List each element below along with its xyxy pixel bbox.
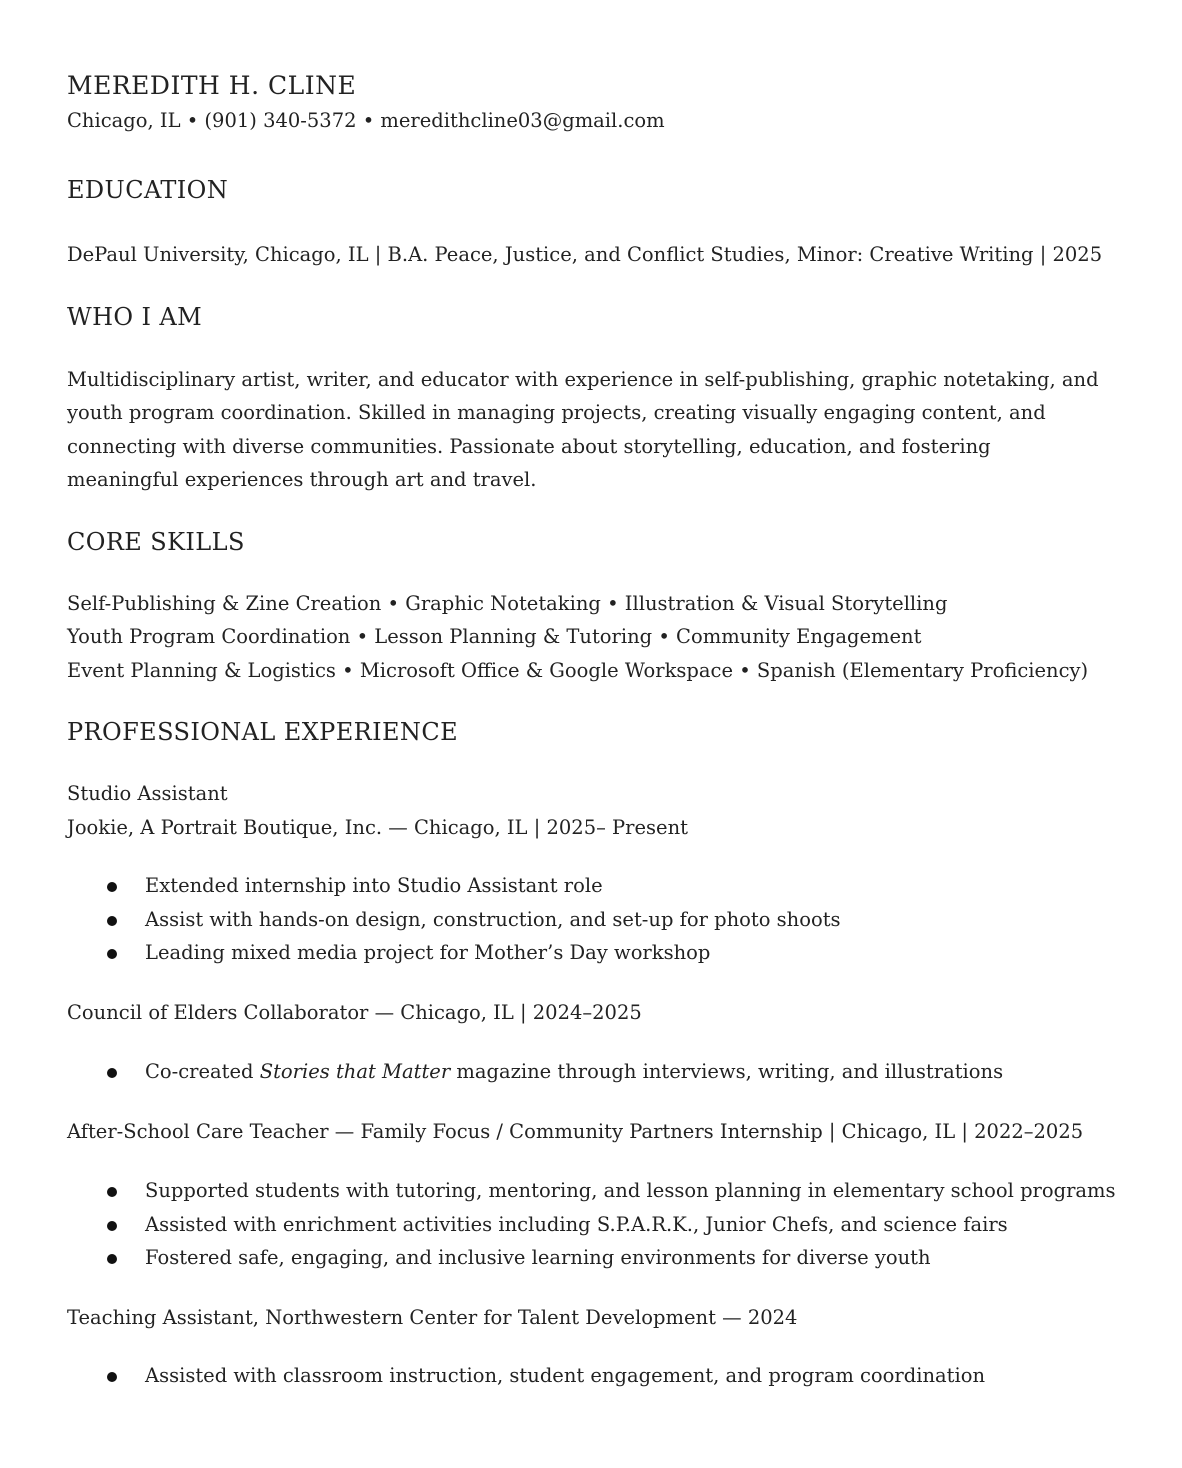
job-entry [67, 996, 1182, 1089]
bullet-icon [107, 1372, 117, 1382]
core-skills-list [67, 587, 1182, 688]
bullet-icon [107, 1221, 117, 1231]
job-bullets [67, 869, 1182, 970]
bullet-icon [107, 1187, 117, 1197]
candidate-name: MEREDITH H. CLINE [67, 71, 357, 100]
job-title: Teaching Assistant, Northwestern Center for Talent Development — 2024 [67, 1305, 798, 1329]
education-entry: DePaul University, Chicago, IL | B.A. Peace, Justice, and Conflict Studies, Minor: Creative Writing | 2025 [67, 243, 1103, 266]
contact-line: Chicago, IL • (901) 340-5372 • meredithcline03@gmail.com [67, 109, 665, 132]
job-bullets [67, 1174, 1182, 1275]
job-title: Studio Assistant [67, 782, 228, 805]
publication-title: Stories that Matter [259, 1060, 451, 1083]
job-entry [67, 777, 1182, 970]
list-item: Assisted with enrichment activities including S.P.A.R.K., Junior Chefs, and science fairs [67, 1208, 1182, 1242]
job-title: After-School Care Teacher — Family Focus / Community Partners Internship | Chicago, IL | 2022–2025 [67, 1119, 1084, 1143]
list-item: Extended internship into Studio Assistant role [67, 869, 1182, 903]
list-item: Supported students with tutoring, mentoring, and lesson planning in elementary school programs [67, 1174, 1182, 1208]
experience-heading: PROFESSIONAL EXPERIENCE [67, 718, 459, 746]
bullet-icon [107, 949, 117, 959]
skills-line: Event Planning & Logistics • Microsoft Office & Google Workspace • Spanish (Elementary Proficiency) [67, 658, 1089, 682]
list-item: Assist with hands-on design, construction, and set-up for photo shoots [67, 903, 1182, 937]
bullet-icon [107, 882, 117, 892]
list-item: Leading mixed media project for Mother’s Day workshop [67, 936, 1182, 970]
job-entry [67, 1115, 1182, 1275]
job-bullets [67, 1359, 1182, 1393]
skills-line: Self-Publishing & Zine Creation • Graphic Notetaking • Illustration & Visual Storytelling [67, 591, 948, 615]
list-item: Fostered safe, engaging, and inclusive learning environments for diverse youth [67, 1241, 1182, 1275]
bullet-icon [107, 916, 117, 926]
who-i-am-heading: WHO I AM [67, 302, 203, 331]
core-skills-heading: CORE SKILLS [67, 527, 245, 556]
who-i-am-text: Multidisciplinary artist, writer, and educator with experience in self-publishing, graphic notetaking, and youth program coordination. Skilled in managing projects, creating visually engaging content, and connecting with diverse communities. Passionate about storytelling, education, and fostering meaningful experiences through art and travel. [67, 367, 1099, 491]
job-entry [67, 1301, 1182, 1393]
job-title: Council of Elders Collaborator — Chicago, IL | 2024–2025 [67, 1000, 642, 1024]
job-bullets [67, 1055, 1182, 1089]
list-item: Assisted with classroom instruction, student engagement, and program coordination [67, 1359, 1182, 1393]
skills-line: Youth Program Coordination • Lesson Planning & Tutoring • Community Engagement [67, 625, 922, 648]
bullet-icon [107, 1068, 117, 1078]
education-heading: EDUCATION [67, 176, 229, 204]
list-item: Co-created Stories that Matter magazine through interviews, writing, and illustrations [67, 1055, 1182, 1089]
bullet-icon [107, 1254, 117, 1264]
job-org: Jookie, A Portrait Boutique, Inc. — Chicago, IL | 2025– Present [67, 815, 688, 839]
